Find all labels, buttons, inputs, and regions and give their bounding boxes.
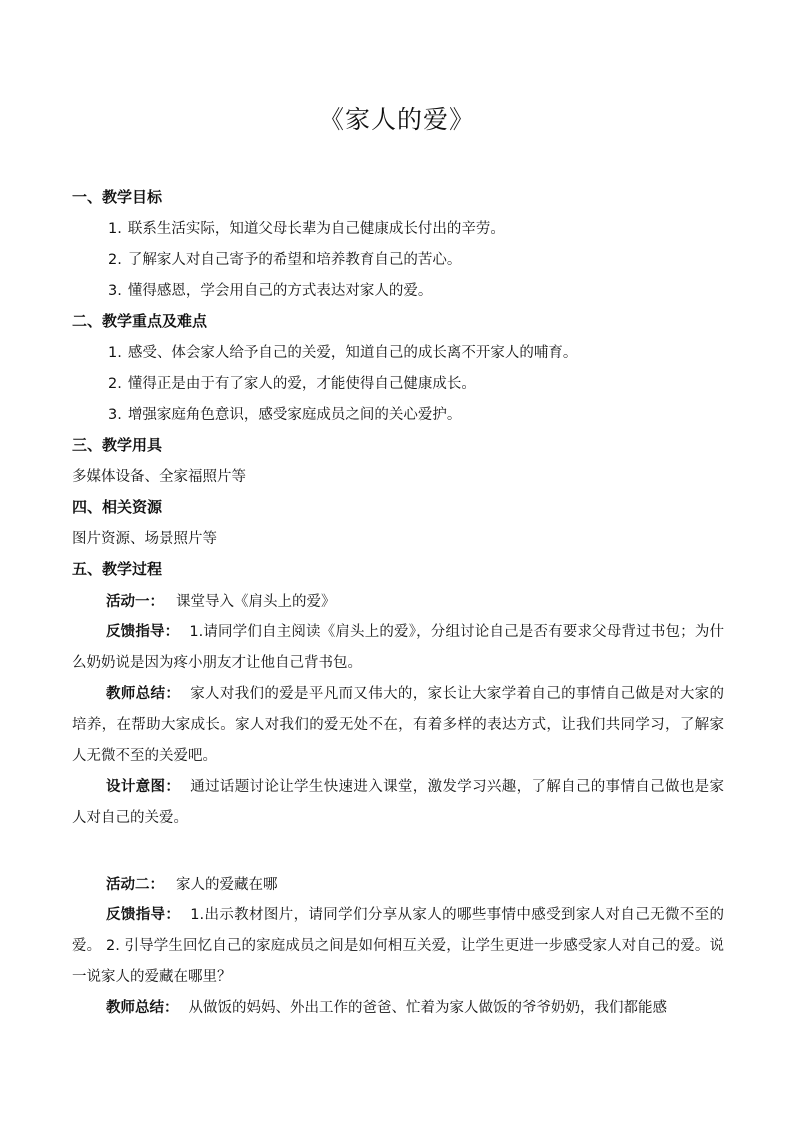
activity-2-heading [106, 873, 278, 894]
document-title: 《家人的爱》 [318, 105, 475, 134]
list-item [108, 248, 461, 269]
section-heading-process: 五、教学过程 [72, 560, 163, 578]
section-text-resources: 图片资源、场景照片等 [72, 531, 217, 547]
summary-text: 家人对我们的爱是平凡而又伟大的，家长让大家学着自己的事情自己做是对大家的培养，在帮助大家成长。家人对我们的爱无处不在，有着多样的表达方式，让我们共同学习，了解家人无微不至的关爱吧。 [72, 686, 724, 764]
list-item [108, 341, 577, 362]
list-item-number: 1. [108, 345, 122, 361]
section-heading-key-points: 二、教学重点及难点 [72, 312, 208, 330]
activity-2-title: 家人的爱藏在哪 [176, 877, 278, 893]
intent-text: 通过话题讨论让学生快速进入课堂，激发学习兴趣，了解自己的事情自己做也是家人对自己的关爱。 [72, 779, 724, 826]
list-item-text: 增强家庭角色意识，感受家庭成员之间的关心爱护。 [127, 407, 462, 423]
activity-1-heading [106, 590, 336, 611]
list-item-number: 1. [108, 221, 122, 237]
feedback-text: 1.请同学们自主阅读《肩头上的爱》，分组讨论自己是否有要求父母背过书包；为什么奶奶说是因为疼小朋友才让他自己背书包。 [72, 624, 724, 671]
section-heading-objectives: 一、教学目标 [72, 188, 163, 206]
intent-label: 设计意图： [106, 779, 181, 795]
list-item-text: 懂得正是由于有了家人的爱，才能使得自己健康成长。 [127, 376, 476, 392]
list-item [108, 279, 432, 300]
activity-2-label: 活动二： [106, 877, 164, 893]
feedback-label: 反馈指导： [106, 907, 181, 923]
activity-1-title: 课堂导入《肩头上的爱》 [176, 594, 336, 610]
summary-label: 教师总结： [106, 1000, 179, 1016]
activity-1-summary [72, 679, 724, 772]
list-item-text: 感受、体会家人给予自己的关爱，知道自己的成长离不开家人的哺育。 [127, 345, 578, 361]
feedback-label: 反馈指导： [106, 624, 180, 640]
summary-text: 从做饭的妈妈、外出工作的爸爸、忙着为家人做饭的爷爷奶奶，我们都能感 [188, 1000, 667, 1016]
list-item-number: 3. [108, 283, 122, 299]
activity-2-summary [72, 993, 724, 1024]
activity-1-label: 活动一： [106, 594, 164, 610]
activity-1-feedback [72, 617, 724, 679]
feedback-text: 1.出示教材图片，请同学们分享从家人的哪些事情中感受到家人对自己无微不至的爱。 2. 引导学生回忆自己的家庭成员之间是如何相互关爱，让学生更进一步感受家人对自己的爱。说一说家人的爱藏在哪里？ [72, 907, 724, 985]
activity-2-feedback [72, 900, 724, 993]
activity-1-intent [72, 772, 724, 834]
list-item-text: 联系生活实际，知道父母长辈为自己健康成长付出的辛劳。 [127, 221, 505, 237]
list-item [108, 372, 476, 393]
list-item-text: 懂得感恩，学会用自己的方式表达对家人的爱。 [127, 283, 433, 299]
section-heading-tools: 三、教学用具 [72, 436, 163, 454]
section-text-tools: 多媒体设备、全家福照片等 [72, 469, 246, 485]
list-item [108, 403, 461, 424]
summary-label: 教师总结： [106, 686, 181, 702]
list-item [108, 217, 505, 238]
list-item-number: 2. [108, 252, 122, 268]
section-heading-resources: 四、相关资源 [72, 498, 163, 516]
list-item-text: 了解家人对自己寄予的希望和培养教育自己的苦心。 [127, 252, 462, 268]
list-item-number: 2. [108, 376, 122, 392]
list-item-number: 3. [108, 407, 122, 423]
